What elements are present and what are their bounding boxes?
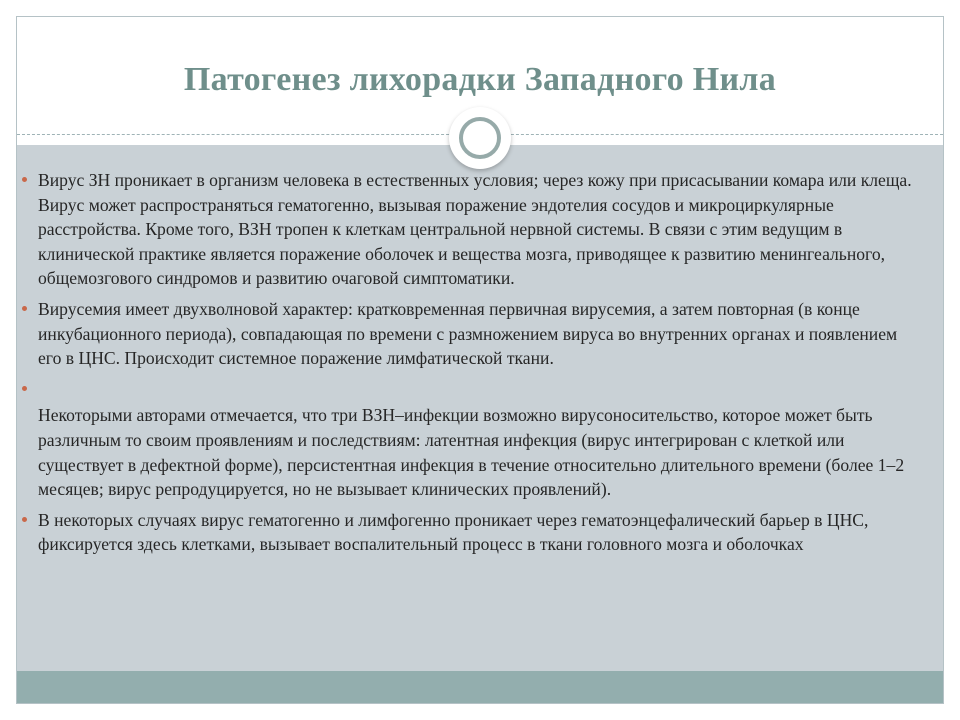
- bullet-item: [22, 508, 912, 557]
- bullet-text: Некоторыми авторами отмечается, что три ВЗН–инфекции возможно вирусоносительство, которое может быть различным то своим проявлениям и последствиям: латентная инфекция (вирус интегрирован с клеткой или существует в дефектной форме), персистентная инфекция в течение относительно длительного времени (более 1–2 месяцев; вирус репродуцируется, но не вызывает клинических проявлений).: [38, 405, 905, 500]
- bullet-item: [22, 403, 912, 501]
- bullet-dot-icon: [22, 386, 27, 391]
- bullet-text: Вирусемия имеет двухволновой характер: кратковременная первичная вирусемия, а затем повторная (в конце инкубационного периода), совпадающая по времени с размножением вируса во внутренних органах и появлением его в ЦНС. Происходит системное поражение лимфатической ткани.: [38, 298, 898, 369]
- ornament-ring: [459, 117, 501, 159]
- bullet-list: [22, 168, 912, 563]
- circle-ornament-icon: [449, 107, 511, 169]
- slide-title: Патогенез лихорадки Западного Нила: [183, 61, 777, 98]
- bullet-dot-icon: [22, 177, 27, 182]
- bullet-dot-icon: [22, 517, 27, 522]
- bullet-item: [22, 168, 912, 291]
- bullet-text: Вирус ЗН проникает в организм человека в естественных условия; через кожу при присасывании комара или клеща. Вирус может распространяться гематогенно, вызывая поражение эндотелия сосудов и микроциркулярные расстройства. Кроме того, ВЗН тропен к клеткам центральной нервной системы. В связи с этим ведущим в клинической практике является поражение оболочек и вещества мозга, приводящее к развитию менингеального, общемозгового синдромов и развитию очаговой симптоматики.: [38, 170, 912, 289]
- bullet-item: [22, 297, 912, 371]
- footer-bar: [17, 671, 943, 703]
- bullet-text: В некоторых случаях вирус гематогенно и лимфогенно проникает через гематоэнцефалический барьер в ЦНС, фиксируется здесь клетками, вызывает воспалительный процесс в ткани головного мозга и оболочках: [38, 509, 869, 555]
- bullet-item-empty: [22, 377, 912, 402]
- bullet-dot-icon: [22, 306, 27, 311]
